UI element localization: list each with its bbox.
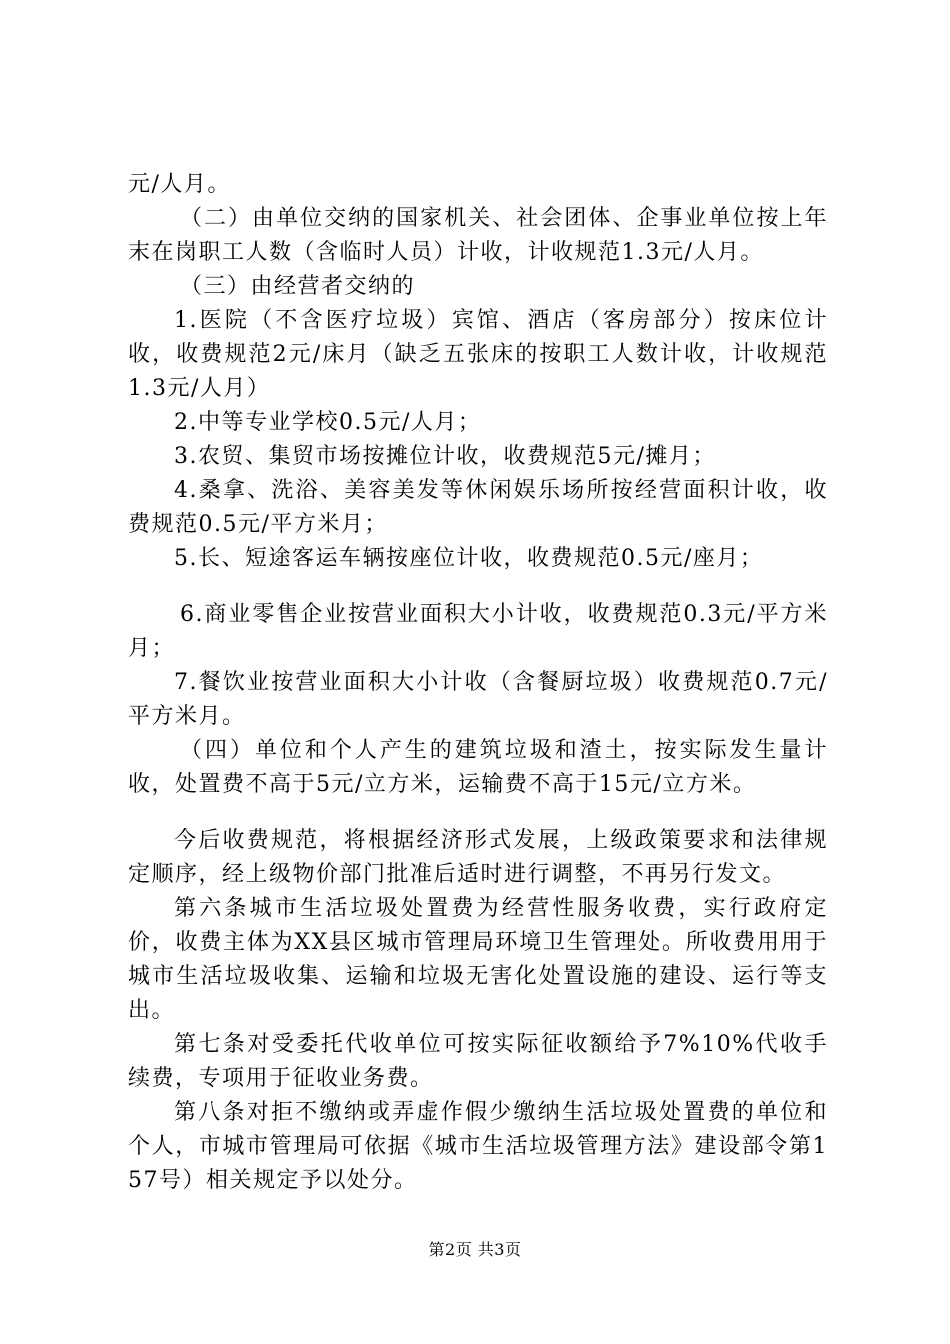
paragraph-sub-item-5: 5.长、短途客运车辆按座位计收，收费规范0.5元/座月；	[174, 546, 764, 571]
paragraph-future-adjustment: 今后收费规范，将根据经济形式发展，上级政策要求和法律规定顺序，经上级物价部门批准后适时进行调整，不再另行发文。	[128, 828, 828, 887]
paragraph-item-four: （四）单位和个人产生的建筑垃圾和渣土，按实际发生量计收，处置费不高于5元/立方米，运输费不高于15元/立方米。	[128, 738, 828, 797]
paragraph-sub-item-7: 7.餐饮业按营业面积大小计收（含餐厨垃圾）收费规范0.7元/平方米月。	[128, 670, 828, 729]
paragraph-sub-item-6: 6.商业零售企业按营业面积大小计收，收费规范0.3元/平方米月；	[128, 602, 828, 661]
paragraph-article-seven: 第七条对受委托代收单位可按实际征收额给予7%10%代收手续费，专项用于征收业务费。	[128, 1032, 828, 1091]
paragraph-article-eight: 第八条对拒不缴纳或弄虚作假少缴纳生活垃圾处置费的单位和个人，市城市管理局可依据《城市生活垃圾管理方法》建设部令第157号）相关规定予以处分。	[128, 1100, 828, 1193]
paragraph-item-two: （二）由单位交纳的国家机关、社会团体、企事业单位按上年末在岗职工人数（含临时人员）计收，计收规范1.3元/人月。	[128, 206, 828, 265]
paragraph-sub-item-1: 1.医院（不含医疗垃圾）宾馆、酒店（客房部分）按床位计收，收费规范2元/床月（缺乏五张床的按职工人数计收，计收规范1.3元/人月）	[128, 308, 828, 401]
paragraph-sub-item-2: 2.中等专业学校0.5元/人月；	[174, 410, 482, 435]
paragraph-item-three-heading: （三）由经营者交纳的	[180, 274, 416, 299]
paragraph-fee-tail: 元/人月。	[128, 172, 231, 197]
page-number-footer: 第2页 共3页	[428, 1240, 522, 1259]
paragraph-sub-item-3: 3.农贸、集贸市场按摊位计收，收费规范5元/摊月；	[174, 444, 716, 469]
document-body	[128, 168, 828, 1198]
paragraph-sub-item-4: 4.桑拿、洗浴、美容美发等休闲娱乐场所按经营面积计收，收费规范0.5元/平方米月；	[128, 478, 828, 537]
paragraph-article-six: 第六条城市生活垃圾处置费为经营性服务收费，实行政府定价，收费主体为XX县区城市管理局环境卫生管理处。所收费用用于城市生活垃圾收集、运输和垃圾无害化处置设施的建设、运行等支出。	[128, 896, 828, 1023]
